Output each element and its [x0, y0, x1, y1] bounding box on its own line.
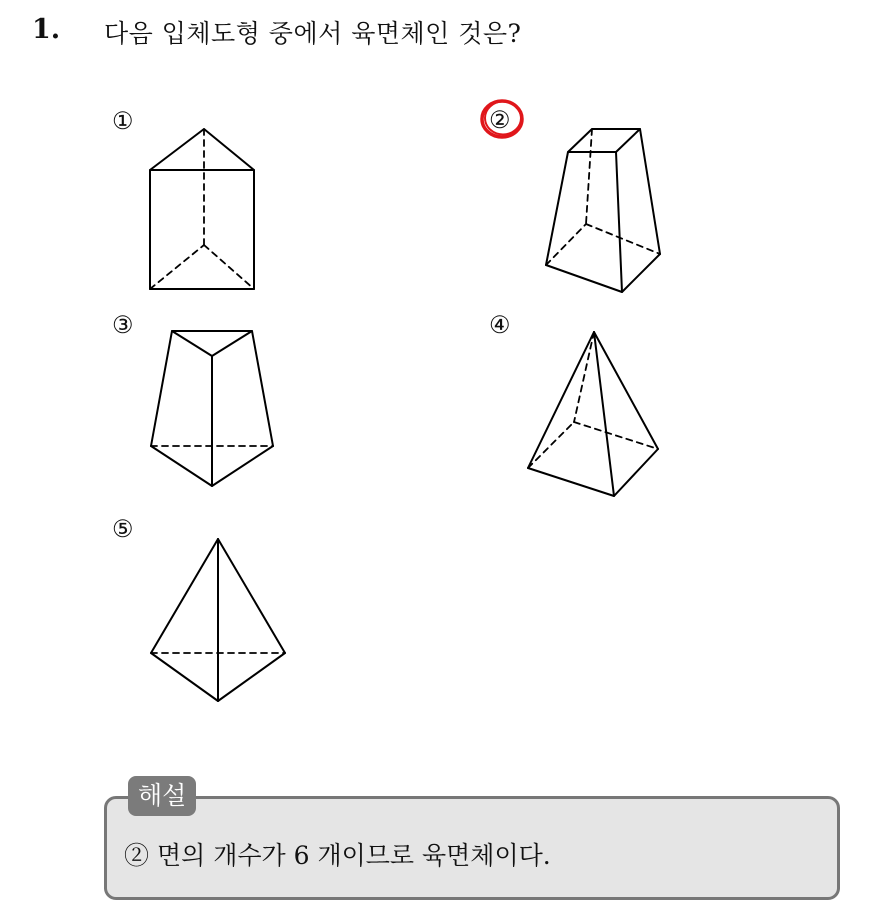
- explanation-text: ② 면의 개수가 6 개이므로 육면체이다.: [124, 841, 551, 870]
- triangular-frustum-figure: [140, 322, 290, 497]
- choice-label-4[interactable]: ④: [489, 311, 511, 339]
- triangular-bipyramid-figure: [140, 530, 290, 710]
- answer-circle-mark: [478, 96, 526, 142]
- choice-label-1[interactable]: ①: [112, 107, 134, 135]
- choice-label-3[interactable]: ③: [112, 311, 134, 339]
- question-text: 다음 입체도형 중에서 육면체인 것은?: [104, 19, 522, 48]
- square-frustum-figure: [538, 120, 668, 300]
- choice-label-5[interactable]: ⑤: [112, 515, 134, 543]
- triangular-prism-figure: [140, 120, 270, 300]
- explanation-tag: 해설: [128, 776, 196, 816]
- question-number: 1.: [32, 14, 61, 45]
- choice-label-2[interactable]: ②: [489, 106, 511, 134]
- square-pyramid-figure: [520, 322, 670, 502]
